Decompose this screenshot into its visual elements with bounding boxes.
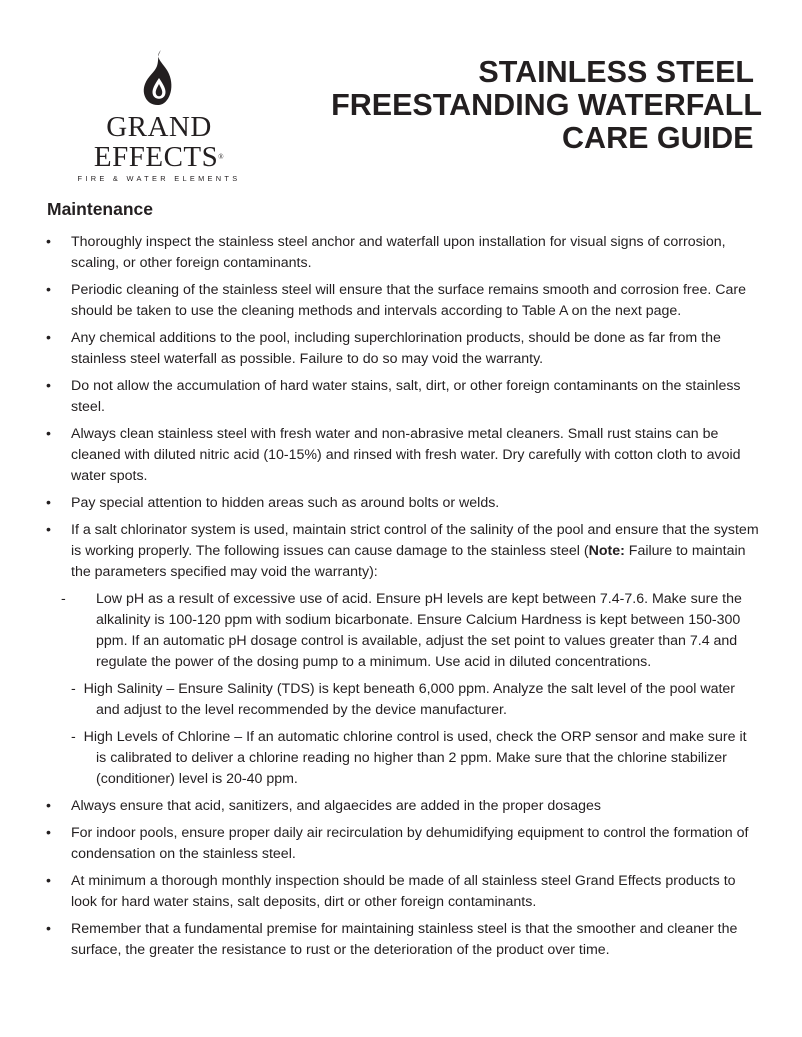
list-item [0,493,760,514]
list-item [0,871,760,913]
dash-icon: - [61,591,66,607]
item-text: Remember that a fundamental premise for maintaining stainless steel is that the smoother and cleaner the surface, the greater the resistance to rust or the deterioration of the product over time. [71,921,738,958]
sub-item [61,589,760,673]
flame-drop-icon [139,48,179,108]
list-item [0,823,760,865]
page-title [331,56,762,155]
title-line-3: CARE GUIDE [562,121,762,155]
bullet-icon: • [46,825,51,841]
bullet-icon: • [46,921,51,937]
dash-icon: - [71,729,76,745]
bullet-icon: • [46,378,51,394]
item-text: Always clean stainless steel with fresh water and non-abrasive metal cleaners. Small rust stains can be cleaned with diluted nitric acid (10-15%) and rinsed with fresh water. Dry carefully with cotton cloth to avoid water spots. [71,426,741,484]
list-item [0,232,760,274]
maintenance-list [0,232,760,967]
item-text: Pay special attention to hidden areas such as around bolts or welds. [71,495,500,511]
list-item [0,424,760,487]
bullet-icon: • [46,426,51,442]
item-text: At minimum a thorough monthly inspection should be made of all stainless steel Grand Effects products to look for hard water stains, salt deposits, dirt or other foreign contaminants. [71,873,736,910]
sub-item [71,727,760,790]
item-text: Always ensure that acid, sanitizers, and algaecides are added in the proper dosages [71,798,601,814]
sub-item [71,679,760,721]
item-text: Thoroughly inspect the stainless steel anchor and waterfall upon installation for visual signs of corrosion, scaling, or other foreign contaminants. [71,234,726,271]
title-line-1: STAINLESS STEEL [478,55,762,89]
bullet-icon: • [46,234,51,250]
bullet-icon: • [46,873,51,889]
logo-brand-text: GRAND EFFECTS® [93,111,225,173]
bullet-icon: • [46,495,51,511]
grand-effects-logo [46,48,272,183]
list-item [0,919,760,961]
item-text: Periodic cleaning of the stainless steel will ensure that the surface remains smooth and corrosion free. Care should be taken to use the cleaning methods and intervals according to Table A on the next page. [71,282,747,319]
bullet-icon: • [46,282,51,298]
item-text: Any chemical additions to the pool, including superchlorination products, should be done as far from the stainless steel waterfall as possible. Failure to do so may void the warranty. [71,330,721,367]
item-text: Failure to maintain the parameters specified may void the warranty): [71,543,746,580]
sub-item-text: High Levels of Chlorine – If an automatic chlorine control is used, check the ORP sensor and make sure it is calibrated to deliver a chlorine reading no higher than 2 ppm. Make sure that the chlorine stabilizer (conditioner) level is 20-40 ppm. [83,729,747,787]
dash-icon: - [71,681,76,697]
logo-tagline: FIRE & WATER ELEMENTS [77,174,241,183]
list-item [0,328,760,370]
list-item [0,376,760,418]
item-text: For indoor pools, ensure proper daily air recirculation by dehumidifying equipment to control the formation of condensation on the stainless steel. [71,825,749,862]
list-item [0,796,760,817]
section-heading: Maintenance [47,199,153,219]
list-item-salt-chlorinator [0,520,760,790]
bullet-icon: • [46,522,51,538]
list-item [0,280,760,322]
title-line-2: FREESTANDING WATERFALL [331,88,762,122]
note-label: Note: [588,543,625,559]
bullet-icon: • [46,798,51,814]
item-text: Do not allow the accumulation of hard water stains, salt, dirt, or other foreign contaminants on the stainless steel. [71,378,741,415]
sub-item-text: Low pH as a result of excessive use of acid. Ensure pH levels are kept between 7.4-7.6. Make sure the alkalinity is 100-120 ppm with sodium bicarbonate. Ensure Calcium Hardness is kept between 150-300 ppm. If an automatic pH dosage control is available, adjust the set point to values greater than 7.4 and regulate the power of the dosing pump to a minimum. Use acid in diluted concentrations. [96,591,742,670]
sub-item-text: High Salinity – Ensure Salinity (TDS) is kept beneath 6,000 ppm. Analyze the salt level of the pool water and adjust to the level recommended by the device manufacturer. [83,681,736,718]
item-text: If a salt chlorinator system is used, maintain strict control of the salinity of the pool and ensure that the system is working properly. The following issues can cause damage to the stainless steel ( [71,522,759,559]
sub-list [61,589,760,790]
bullet-icon: • [46,330,51,346]
